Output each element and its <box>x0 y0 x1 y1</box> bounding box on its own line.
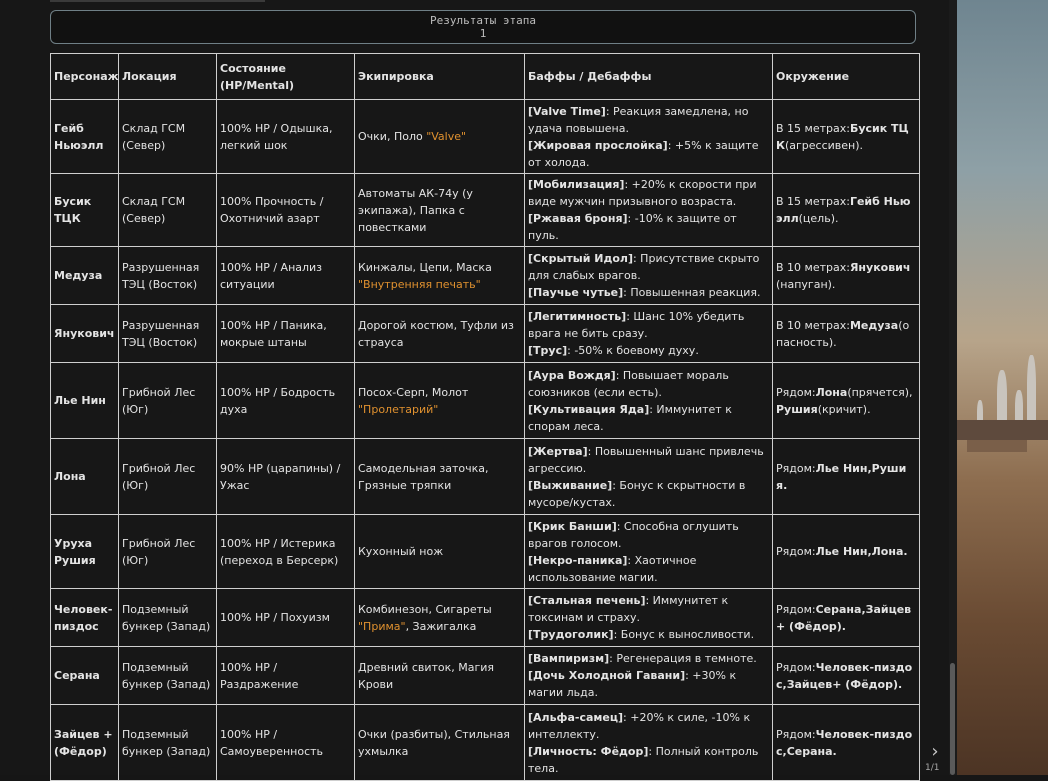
buff-text: : +5% к защите от холода. <box>528 138 759 169</box>
cell-buffs <box>525 305 773 363</box>
buff-name: [Паучье чутье] <box>528 286 624 299</box>
buff-text: : Повышенная реакция. <box>623 286 761 299</box>
buff-line <box>528 250 769 284</box>
stage-results-title: Результаты этапа <box>430 14 536 27</box>
equipment-text: Очки (разбиты), Стильная ухмылка <box>358 727 510 758</box>
buff-text: : Бонус к скрытности в мусоре/кустах. <box>528 478 746 509</box>
env-prefix: Рядом: <box>776 545 816 558</box>
cell-state: 100% HP / Самоуверенность <box>217 705 355 781</box>
cell-equipment <box>355 305 525 363</box>
env-names: Человек-пиздос,Зайцев+ (Фёдор). <box>776 660 913 691</box>
buff-line <box>528 210 769 244</box>
table-row <box>51 305 920 363</box>
env-names: Лона <box>815 385 848 399</box>
cell-location: Подземный бункер (Запад) <box>119 647 217 705</box>
buff-text: : Хаотичное использование магии. <box>528 553 697 584</box>
env-suffix: (агрессивен). <box>785 138 864 152</box>
env-prefix: Рядом: <box>776 660 816 674</box>
buff-text: : Повышенный шанс привлечь агрессию. <box>528 444 764 475</box>
cell-location: Подземный бункер (Запад) <box>119 705 217 781</box>
equipment-highlight: "Прима" <box>358 619 406 633</box>
stage-results-number: 1 <box>479 27 487 40</box>
cell-location: Разрушенная ТЭЦ (Восток) <box>119 305 217 363</box>
cell-equipment <box>355 515 525 589</box>
header-equipment: Экипировка <box>355 54 525 100</box>
buff-name: [Вампиризм] <box>528 652 610 665</box>
buff-text: : Полный контроль тела. <box>528 744 759 775</box>
cell-state: 100% HP / Одышка, легкий шок <box>217 100 355 174</box>
env-names: Бусик ТЦК <box>776 121 909 152</box>
buff-text: : +20% к скорости при виде мужчин призывного возраста. <box>528 178 757 208</box>
cell-environment <box>773 305 920 363</box>
cell-equipment <box>355 247 525 305</box>
cell-environment <box>773 705 920 781</box>
buff-line <box>528 552 769 586</box>
cell-buffs <box>525 589 773 647</box>
buff-text: : Бонус к выносливости. <box>613 628 755 641</box>
env-suffix: (прячется), <box>847 385 913 399</box>
buff-line <box>528 342 769 359</box>
buff-name: [Дочь Холодной Гавани] <box>528 669 686 682</box>
env-prefix: Рядом: <box>776 461 816 475</box>
page-indicator: 1/1 <box>925 763 940 773</box>
buff-text: : -10% к защите от пуль. <box>528 212 737 242</box>
env-suffix: (кричит). <box>817 402 871 416</box>
buff-name: [Личность: Фёдор] <box>528 744 649 758</box>
equipment-highlight: "Внутренняя печать" <box>358 277 481 291</box>
cell-environment <box>773 589 920 647</box>
table-header-row <box>51 54 920 100</box>
table-row <box>51 589 920 647</box>
table-row <box>51 247 920 305</box>
cell-location: Грибной Лес (Юг) <box>119 439 217 515</box>
env-prefix: В 10 метрах: <box>776 260 850 274</box>
env-names: Серана,Зайцев+ (Фёдор). <box>776 602 912 633</box>
equipment-text: Очки, Поло <box>358 130 427 143</box>
cell-location: Склад ГСМ (Север) <box>119 174 217 247</box>
cell-character: Гейб Ньюэлл <box>51 100 119 174</box>
buff-name: [Жертва] <box>528 444 588 458</box>
scrollbar-track[interactable] <box>949 0 957 775</box>
header-location: Локация <box>119 54 217 100</box>
header-environment: Окружение <box>773 54 920 100</box>
buff-text: : Иммунитет к токсинам и страху. <box>528 594 729 624</box>
cell-equipment <box>355 100 525 174</box>
table-row <box>51 174 920 247</box>
buff-text: : Иммунитет к спорам леса. <box>528 402 732 433</box>
equipment-tail: , Зажигалка <box>405 619 477 633</box>
cell-buffs <box>525 439 773 515</box>
env-names: Янукович <box>849 260 911 274</box>
cell-character: Лье Нин <box>51 363 119 439</box>
cell-buffs <box>525 515 773 589</box>
equipment-text: Древний свиток, Магия Крови <box>358 660 495 691</box>
buff-line <box>528 367 769 401</box>
cell-state: 100% HP / Истерика (переход в Берсерк) <box>217 515 355 589</box>
header-state: Состояние (HP/Mental) <box>217 54 355 100</box>
cell-equipment <box>355 363 525 439</box>
buff-text: : Присутствие скрыто для слабых врагов. <box>528 252 760 282</box>
cell-character: Зайцев + (Фёдор) <box>51 705 119 781</box>
buff-line <box>528 443 769 477</box>
buff-text: : Шанс 10% убедить врага не бить сразу. <box>528 310 745 340</box>
equipment-text: Самодельная заточка, Грязные тряпки <box>358 461 489 492</box>
cell-environment <box>773 100 920 174</box>
cell-environment <box>773 174 920 247</box>
buff-line <box>528 308 769 342</box>
table-row <box>51 439 920 515</box>
cell-character: Серана <box>51 647 119 705</box>
cell-location: Склад ГСМ (Север) <box>119 100 217 174</box>
env-prefix: Рядом: <box>776 385 816 399</box>
buff-name: [Стальная печень] <box>528 594 646 607</box>
env-names: Медуза <box>849 318 899 332</box>
equipment-highlight: "Valve" <box>426 130 467 143</box>
cell-buffs <box>525 100 773 174</box>
chevron-right-icon[interactable]: › <box>931 741 939 762</box>
cell-buffs <box>525 363 773 439</box>
table-row <box>51 705 920 781</box>
equipment-highlight: "Пролетарий" <box>358 402 439 416</box>
buff-name: [Valve Time] <box>528 104 606 118</box>
cell-equipment <box>355 439 525 515</box>
buff-line <box>528 103 769 137</box>
env-prefix: В 15 метрах: <box>776 195 850 208</box>
env-prefix: В 15 метрах: <box>776 121 850 135</box>
buff-line <box>528 709 769 743</box>
buff-text: : +30% к магии льда. <box>528 669 737 699</box>
cell-buffs <box>525 247 773 305</box>
env-prefix: Рядом: <box>776 727 816 741</box>
cell-character: Уруха Рушия <box>51 515 119 589</box>
buff-name: [Крик Банши] <box>528 519 617 533</box>
cell-location: Разрушенная ТЭЦ (Восток) <box>119 247 217 305</box>
buff-name: [Легитимность] <box>528 310 627 323</box>
buff-name: [Скрытый Идол] <box>528 252 633 265</box>
env-suffix: (опасность). <box>776 318 910 349</box>
header-buffs: Баффы / Дебаффы <box>525 54 773 100</box>
cell-character: Янукович <box>51 305 119 363</box>
buff-text: : Реакция замедлена, но удача повышена. <box>528 104 749 135</box>
cell-state: 100% HP / Анализ ситуации <box>217 247 355 305</box>
cell-equipment <box>355 647 525 705</box>
env-names: Лье Нин,Рушия. <box>776 461 907 492</box>
table-row <box>51 647 920 705</box>
cell-buffs <box>525 174 773 247</box>
table-row <box>51 100 920 174</box>
equipment-text: Кухонный нож <box>358 545 444 558</box>
buff-text: : Способна оглушить врагов голосом. <box>528 519 739 550</box>
cell-character: Медуза <box>51 247 119 305</box>
buff-line <box>528 743 769 777</box>
env-names: Рушия <box>776 402 818 416</box>
buff-text: : -50% к боевому духу. <box>567 344 699 357</box>
cell-state: 100% HP / Бодрость духа <box>217 363 355 439</box>
env-names: Человек-пиздос,Серана. <box>776 727 913 758</box>
buff-name: [Мобилизация] <box>528 178 625 191</box>
buff-name: [Выживание] <box>528 478 613 492</box>
env-names: Лье Нин,Лона. <box>815 545 908 558</box>
buff-name: [Трудоголик] <box>528 628 614 641</box>
buff-text: : +20% к силе, -10% к интеллекту. <box>528 710 751 741</box>
equipment-text: Дорогой костюм, Туфли из страуса <box>358 318 514 349</box>
env-names: Гейб Ньюэлл <box>776 195 911 225</box>
cell-environment <box>773 363 920 439</box>
cell-buffs <box>525 705 773 781</box>
cell-state: 100% Прочность / Охотничий азарт <box>217 174 355 247</box>
cell-character: Человек-пиздос <box>51 589 119 647</box>
cell-state: 100% HP / Паника, мокрые штаны <box>217 305 355 363</box>
cell-environment <box>773 647 920 705</box>
buff-line <box>528 284 769 301</box>
buff-name: [Жировая прослойка] <box>528 138 668 152</box>
cell-state: 100% HP / Раздражение <box>217 647 355 705</box>
table-row <box>51 515 920 589</box>
cell-location: Подземный бункер (Запад) <box>119 589 217 647</box>
buff-line <box>528 477 769 511</box>
character-status-table <box>50 53 920 781</box>
cell-environment <box>773 439 920 515</box>
buff-line <box>528 401 769 435</box>
cell-buffs <box>525 647 773 705</box>
env-suffix: (напуган). <box>776 277 836 291</box>
buff-line <box>528 667 769 701</box>
background-image <box>957 0 1048 775</box>
equipment-text: Комбинезон, Сигареты <box>358 602 492 616</box>
buff-line <box>528 626 769 643</box>
buff-name: [Некро-паника] <box>528 553 628 567</box>
cell-equipment <box>355 705 525 781</box>
buff-text: : Регенерация в темноте. <box>609 652 757 665</box>
buff-name: [Альфа-самец] <box>528 710 624 724</box>
env-prefix: В 10 метрах: <box>776 318 850 332</box>
buff-name: [Ржавая броня] <box>528 212 628 225</box>
cell-state: 90% HP (царапины) / Ужас <box>217 439 355 515</box>
stage-results-box <box>50 10 916 44</box>
equipment-text: Автоматы АК-74у (у экипажа), Папка с повестками <box>358 186 473 234</box>
header-character: Персонаж <box>51 54 119 100</box>
env-suffix: (цель). <box>798 212 839 225</box>
env-prefix: Рядом: <box>776 602 816 616</box>
buff-name: [Аура Вождя] <box>528 368 616 382</box>
cell-environment <box>773 247 920 305</box>
buff-name: [Трус] <box>528 344 568 357</box>
cell-environment <box>773 515 920 589</box>
equipment-text: Кинжалы, Цепи, Маска <box>358 260 492 274</box>
equipment-text: Посох-Серп, Молот <box>358 385 469 399</box>
buff-line <box>528 137 769 171</box>
cell-character: Лона <box>51 439 119 515</box>
buff-text: : Повышает мораль союзников (если есть). <box>528 368 729 399</box>
cell-equipment <box>355 174 525 247</box>
cell-state: 100% HP / Похуизм <box>217 589 355 647</box>
scrollbar-thumb[interactable] <box>950 663 955 775</box>
cell-location: Грибной Лес (Юг) <box>119 363 217 439</box>
top-divider <box>50 0 265 2</box>
buff-name: [Культивация Яда] <box>528 402 650 416</box>
cell-character: Бусик ТЦК <box>51 174 119 247</box>
table-row <box>51 363 920 439</box>
buff-line <box>528 592 769 626</box>
cell-location: Грибной Лес (Юг) <box>119 515 217 589</box>
buff-line <box>528 650 769 667</box>
buff-line <box>528 176 769 210</box>
buff-line <box>528 518 769 552</box>
cell-equipment <box>355 589 525 647</box>
